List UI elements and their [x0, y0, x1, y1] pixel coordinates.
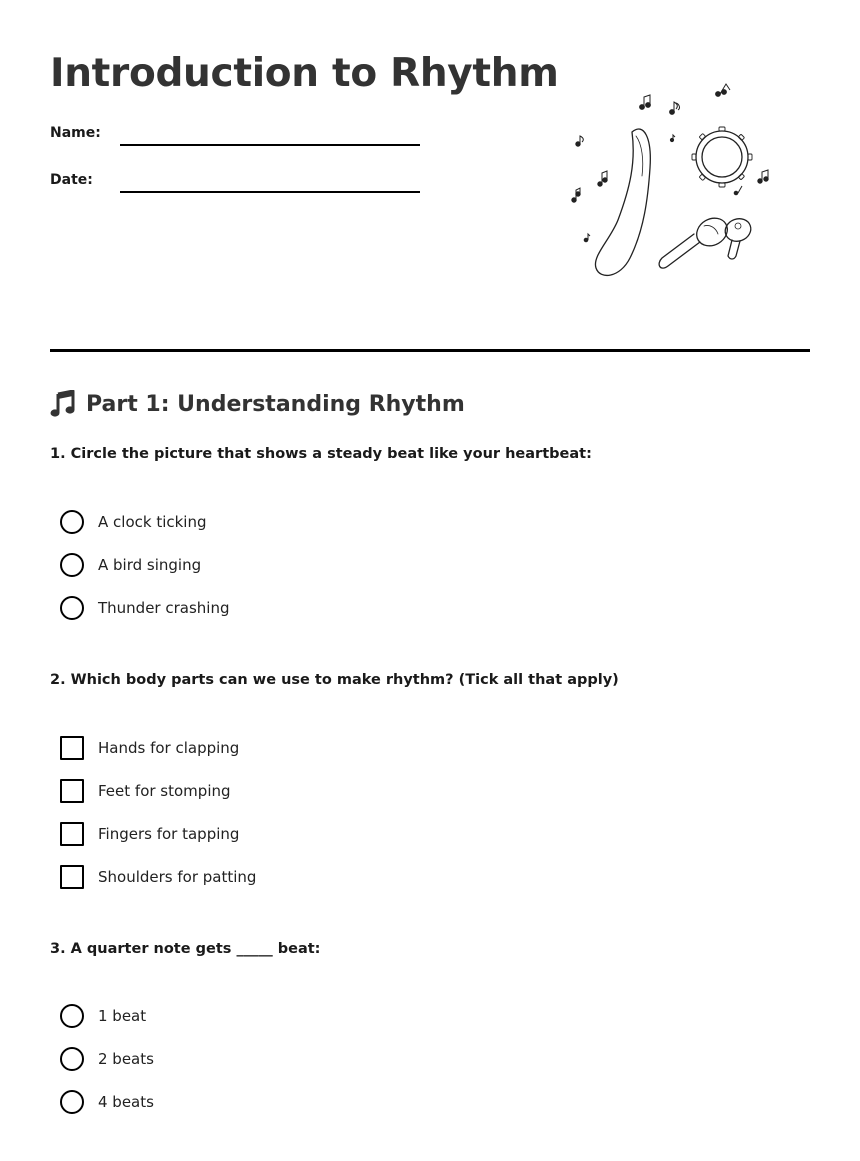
radio-button[interactable] — [60, 553, 84, 577]
question-1-option-2[interactable] — [60, 552, 201, 578]
name-label: Name: — [50, 125, 101, 141]
name-line[interactable] — [120, 144, 420, 146]
radio-button[interactable] — [60, 510, 84, 534]
question-2-text: 2. Which body parts can we use to make rhythm? (Tick all that apply) — [50, 672, 619, 688]
checkbox[interactable] — [60, 822, 84, 846]
date-field[interactable] — [50, 170, 430, 194]
section-1-title: Part 1: Understanding Rhythm — [86, 391, 465, 417]
question-2-option-3[interactable] — [60, 821, 239, 847]
option-label: Fingers for tapping — [98, 825, 240, 843]
option-label: Thunder crashing — [98, 599, 230, 617]
question-3-text: 3. A quarter note gets _____ beat: — [50, 941, 321, 957]
option-label: A clock ticking — [98, 513, 207, 531]
radio-button[interactable] — [60, 1047, 84, 1071]
date-label: Date: — [50, 172, 93, 188]
musical-instruments-illustration — [560, 80, 780, 290]
option-label: Shoulders for patting — [98, 868, 257, 886]
date-line[interactable] — [120, 191, 420, 193]
question-1-option-1[interactable] — [60, 509, 207, 535]
option-label: Hands for clapping — [98, 739, 240, 757]
option-label: 2 beats — [98, 1050, 154, 1068]
checkbox[interactable] — [60, 779, 84, 803]
checkbox[interactable] — [60, 736, 84, 760]
question-3-option-1[interactable] — [60, 1003, 146, 1029]
section-1-heading — [50, 388, 465, 420]
question-1-text: 1. Circle the picture that shows a steady beat like your heartbeat: — [50, 446, 592, 462]
radio-button[interactable] — [60, 1004, 84, 1028]
name-field[interactable] — [50, 123, 430, 147]
option-label: Feet for stomping — [98, 782, 231, 800]
question-1-option-3[interactable] — [60, 595, 230, 621]
radio-button[interactable] — [60, 1090, 84, 1114]
question-2-option-4[interactable] — [60, 864, 256, 890]
section-divider — [50, 349, 810, 352]
music-note-icon — [50, 390, 76, 418]
worksheet-title: Introduction to Rhythm — [50, 51, 559, 96]
question-3-option-2[interactable] — [60, 1046, 154, 1072]
option-label: A bird singing — [98, 556, 202, 574]
checkbox[interactable] — [60, 865, 84, 889]
question-2-option-2[interactable] — [60, 778, 231, 804]
option-label: 1 beat — [98, 1007, 147, 1025]
radio-button[interactable] — [60, 596, 84, 620]
question-2-option-1[interactable] — [60, 735, 239, 761]
option-label: 4 beats — [98, 1093, 154, 1111]
question-3-option-3[interactable] — [60, 1089, 154, 1115]
